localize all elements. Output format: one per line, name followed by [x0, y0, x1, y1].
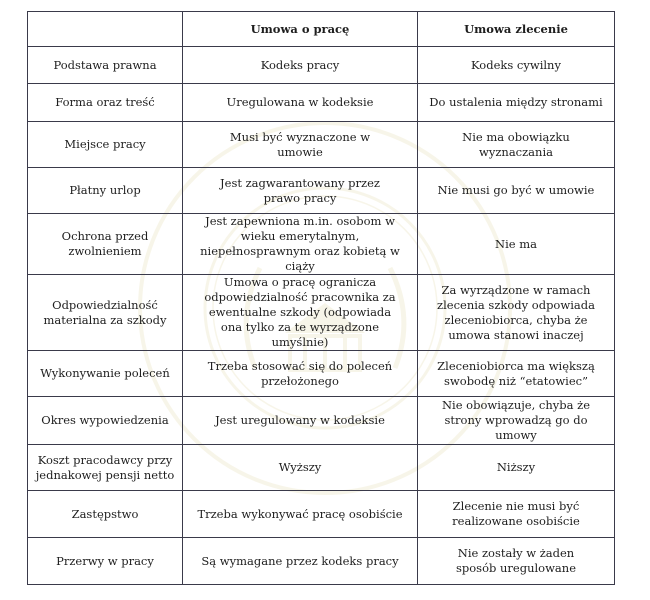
- row-label: Okres wypowiedzenia: [28, 397, 183, 445]
- row-label: Zastępstwo: [28, 491, 183, 538]
- table-header-row: [28, 12, 615, 47]
- employment-cell: Musi być wyznaczone w umowie: [183, 122, 418, 168]
- table-row: [28, 47, 615, 84]
- mandate-cell: Kodeks cywilny: [418, 47, 615, 84]
- employment-cell: Trzeba stosować się do poleceń przełożonego: [183, 351, 418, 397]
- row-label: Przerwy w pracy: [28, 538, 183, 585]
- header-mandate-contract: Umowa zlecenie: [418, 12, 615, 47]
- employment-cell: Jest uregulowany w kodeksie: [183, 397, 418, 445]
- table-row: [28, 122, 615, 168]
- employment-cell: Jest zagwarantowany przez prawo pracy: [183, 168, 418, 214]
- row-label: Podstawa prawna: [28, 47, 183, 84]
- table-row: [28, 538, 615, 585]
- mandate-cell: Nie zostały w żaden sposób uregulowane: [418, 538, 615, 585]
- table-row: [28, 275, 615, 351]
- row-label: Miejsce pracy: [28, 122, 183, 168]
- employment-cell: Wyższy: [183, 445, 418, 491]
- mandate-cell: Nie ma: [418, 214, 615, 275]
- mandate-cell: Do ustalenia między stronami: [418, 84, 615, 122]
- mandate-cell: Zleceniobiorca ma większą swobodę niż “etatowiec”: [418, 351, 615, 397]
- table-row: [28, 351, 615, 397]
- mandate-cell: Zlecenie nie musi być realizowane osobiście: [418, 491, 615, 538]
- mandate-cell: Nie obowiązuje, chyba że strony wprowadzą go do umowy: [418, 397, 615, 445]
- table-row: [28, 84, 615, 122]
- header-empty-cell: [28, 12, 183, 47]
- mandate-cell: Nie musi go być w umowie: [418, 168, 615, 214]
- row-label: Płatny urlop: [28, 168, 183, 214]
- comparison-table: [27, 11, 615, 585]
- employment-cell: Trzeba wykonywać pracę osobiście: [183, 491, 418, 538]
- employment-cell: Umowa o pracę ogranicza odpowiedzialność pracownika za ewentualne szkody (odpowiada ona tylko za te wyrządzone umyślnie): [183, 275, 418, 351]
- employment-cell: Kodeks pracy: [183, 47, 418, 84]
- header-employment-contract: Umowa o pracę: [183, 12, 418, 47]
- table-row: [28, 445, 615, 491]
- row-label: Ochrona przed zwolnieniem: [28, 214, 183, 275]
- mandate-cell: Za wyrządzone w ramach zlecenia szkody odpowiada zleceniobiorca, chyba że umowa stanowi inaczej: [418, 275, 615, 351]
- row-label: Wykonywanie poleceń: [28, 351, 183, 397]
- row-label: Odpowiedzialność materialna za szkody: [28, 275, 183, 351]
- row-label: Koszt pracodawcy przy jednakowej pensji netto: [28, 445, 183, 491]
- employment-cell: Uregulowana w kodeksie: [183, 84, 418, 122]
- mandate-cell: Niższy: [418, 445, 615, 491]
- employment-cell: Jest zapewniona m.in. osobom w wieku emerytalnym, niepełnosprawnym oraz kobietą w ciąży: [183, 214, 418, 275]
- table-row: [28, 214, 615, 275]
- table-row: [28, 491, 615, 538]
- mandate-cell: Nie ma obowiązku wyznaczania: [418, 122, 615, 168]
- table-row: [28, 397, 615, 445]
- table-row: [28, 168, 615, 214]
- row-label: Forma oraz treść: [28, 84, 183, 122]
- employment-cell: Są wymagane przez kodeks pracy: [183, 538, 418, 585]
